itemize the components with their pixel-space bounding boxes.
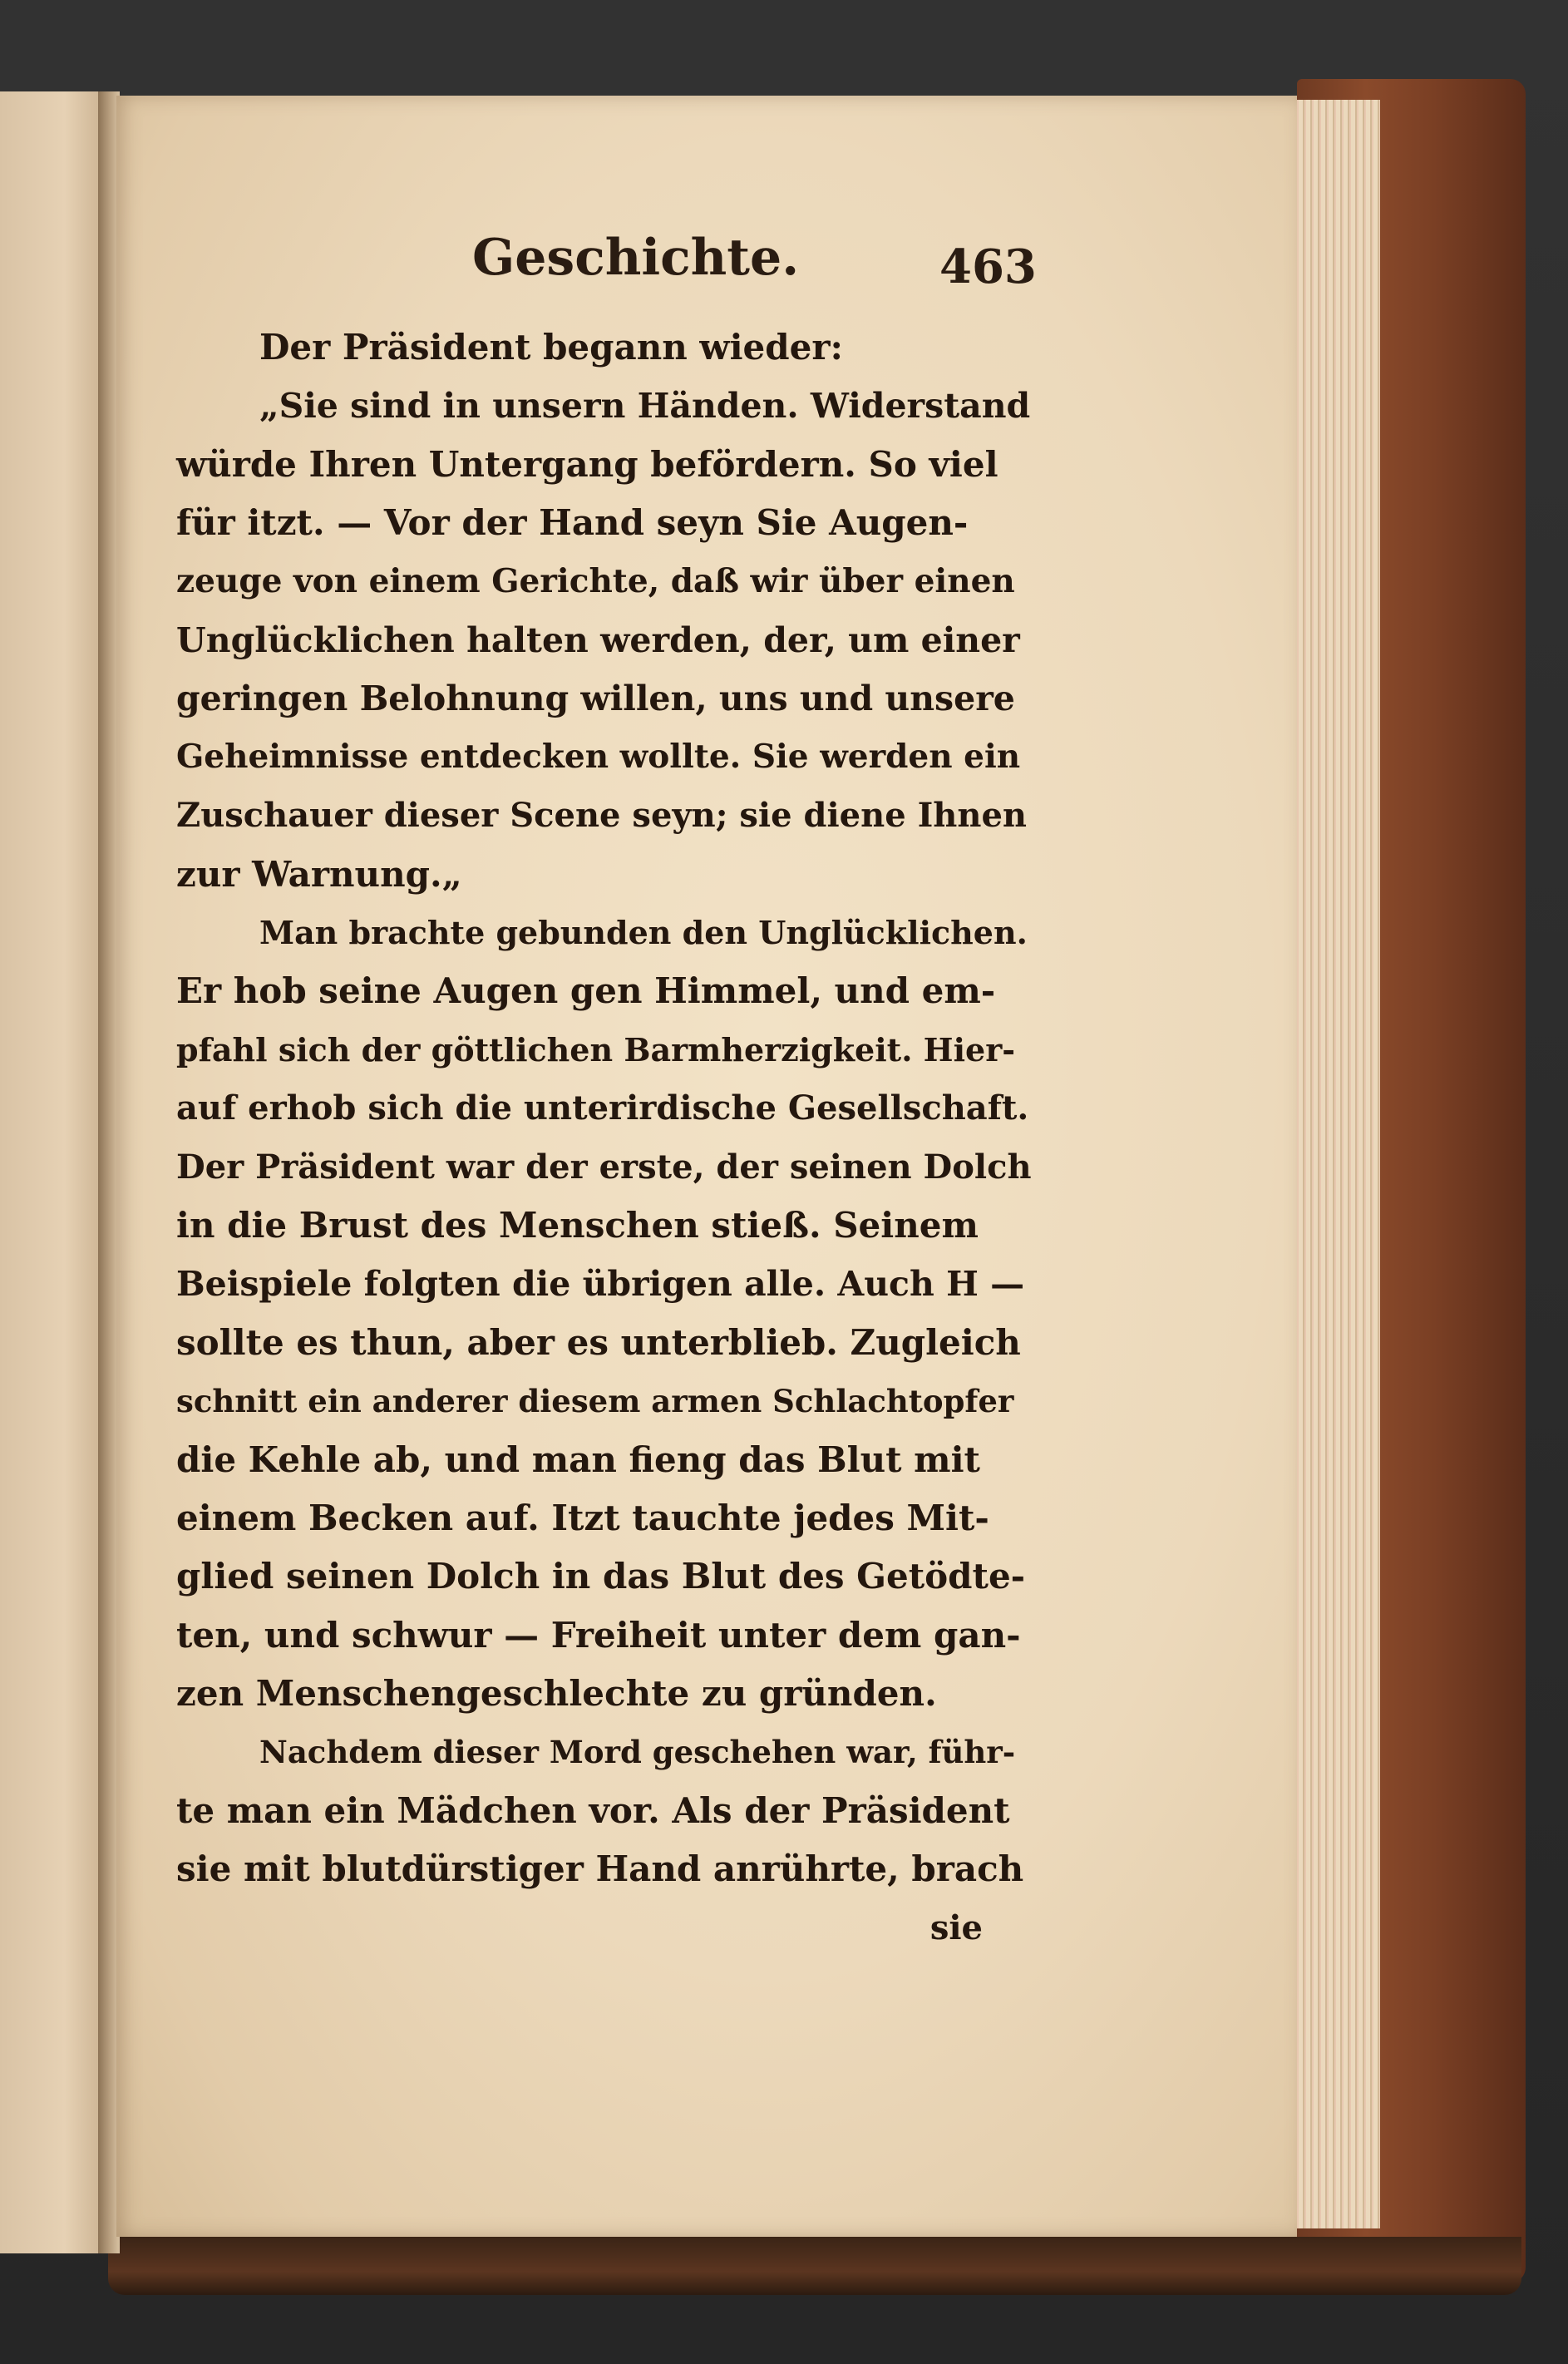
text-line: sollte es thun, aber es unterblieb. Zugleich: [176, 1321, 1021, 1363]
page-number: 463: [939, 239, 1037, 294]
text-line: sie mit blutdürstiger Hand anrührte, brach: [176, 1848, 1024, 1890]
text-line: ten, und schwur — Freiheit unter dem gan-: [176, 1614, 1021, 1656]
text-line: Unglücklichen halten werden, der, um einer: [176, 619, 1020, 660]
text-line: Beispiele folgten die übrigen alle. Auch H —: [176, 1263, 1025, 1304]
text-line: Geheimnisse entdecken wollte. Sie werden ein: [176, 738, 1021, 777]
text-line: glied seinen Dolch in das Blut des Getödte-: [176, 1556, 1026, 1597]
running-head: Geschichte.: [472, 229, 800, 287]
left-page-edge: [0, 91, 108, 2253]
text-line: geringen Belohnung willen, uns und unsere: [176, 679, 1015, 719]
text-line: Man brachte gebunden den Unglücklichen.: [259, 914, 1028, 952]
text-line: schnitt ein anderer diesem armen Schlachtopfer: [176, 1382, 1014, 1419]
text-block: [176, 318, 1033, 1957]
book-page: [116, 96, 1297, 2237]
text-line: „Sie sind in unsern Händen. Widerstand: [259, 386, 1031, 427]
text-line: einem Becken auf. Itzt tauchte jedes Mit-: [176, 1498, 989, 1538]
text-line: pfahl sich der göttlichen Barmherzigkeit. Hier-: [176, 1030, 1015, 1068]
text-line: für itzt. — Vor der Hand seyn Sie Augen-: [176, 502, 969, 544]
text-line: in die Brust des Menschen stieß. Seinem: [176, 1205, 979, 1246]
cover-bottom-edge: [108, 2237, 1521, 2295]
text-line: zen Menschengeschlechte zu gründen.: [176, 1673, 937, 1715]
text-line: zeuge von einem Gerichte, daß wir über einen: [176, 562, 1015, 601]
text-line: Er hob seine Augen gen Himmel, und em-: [176, 970, 996, 1012]
text-line: auf erhob sich die unterirdische Gesellschaft.: [176, 1088, 1029, 1128]
text-line: würde Ihren Untergang befördern. So viel: [176, 443, 998, 485]
text-line: Der Präsident war der erste, der seinen Dolch: [176, 1147, 1032, 1187]
text-line: te man ein Mädchen vor. Als der Präsident: [176, 1789, 1010, 1831]
text-line: Nachdem dieser Mord geschehen war, führ-: [259, 1734, 1016, 1771]
text-line: die Kehle ab, und man fieng das Blut mit: [176, 1439, 980, 1480]
text-line: zur Warnung.„: [176, 853, 462, 895]
text-line: Der Präsident begann wieder:: [259, 327, 843, 368]
catchword: sie: [929, 1908, 983, 1948]
text-line: Zuschauer dieser Scene seyn; sie diene Ihnen: [176, 796, 1027, 836]
